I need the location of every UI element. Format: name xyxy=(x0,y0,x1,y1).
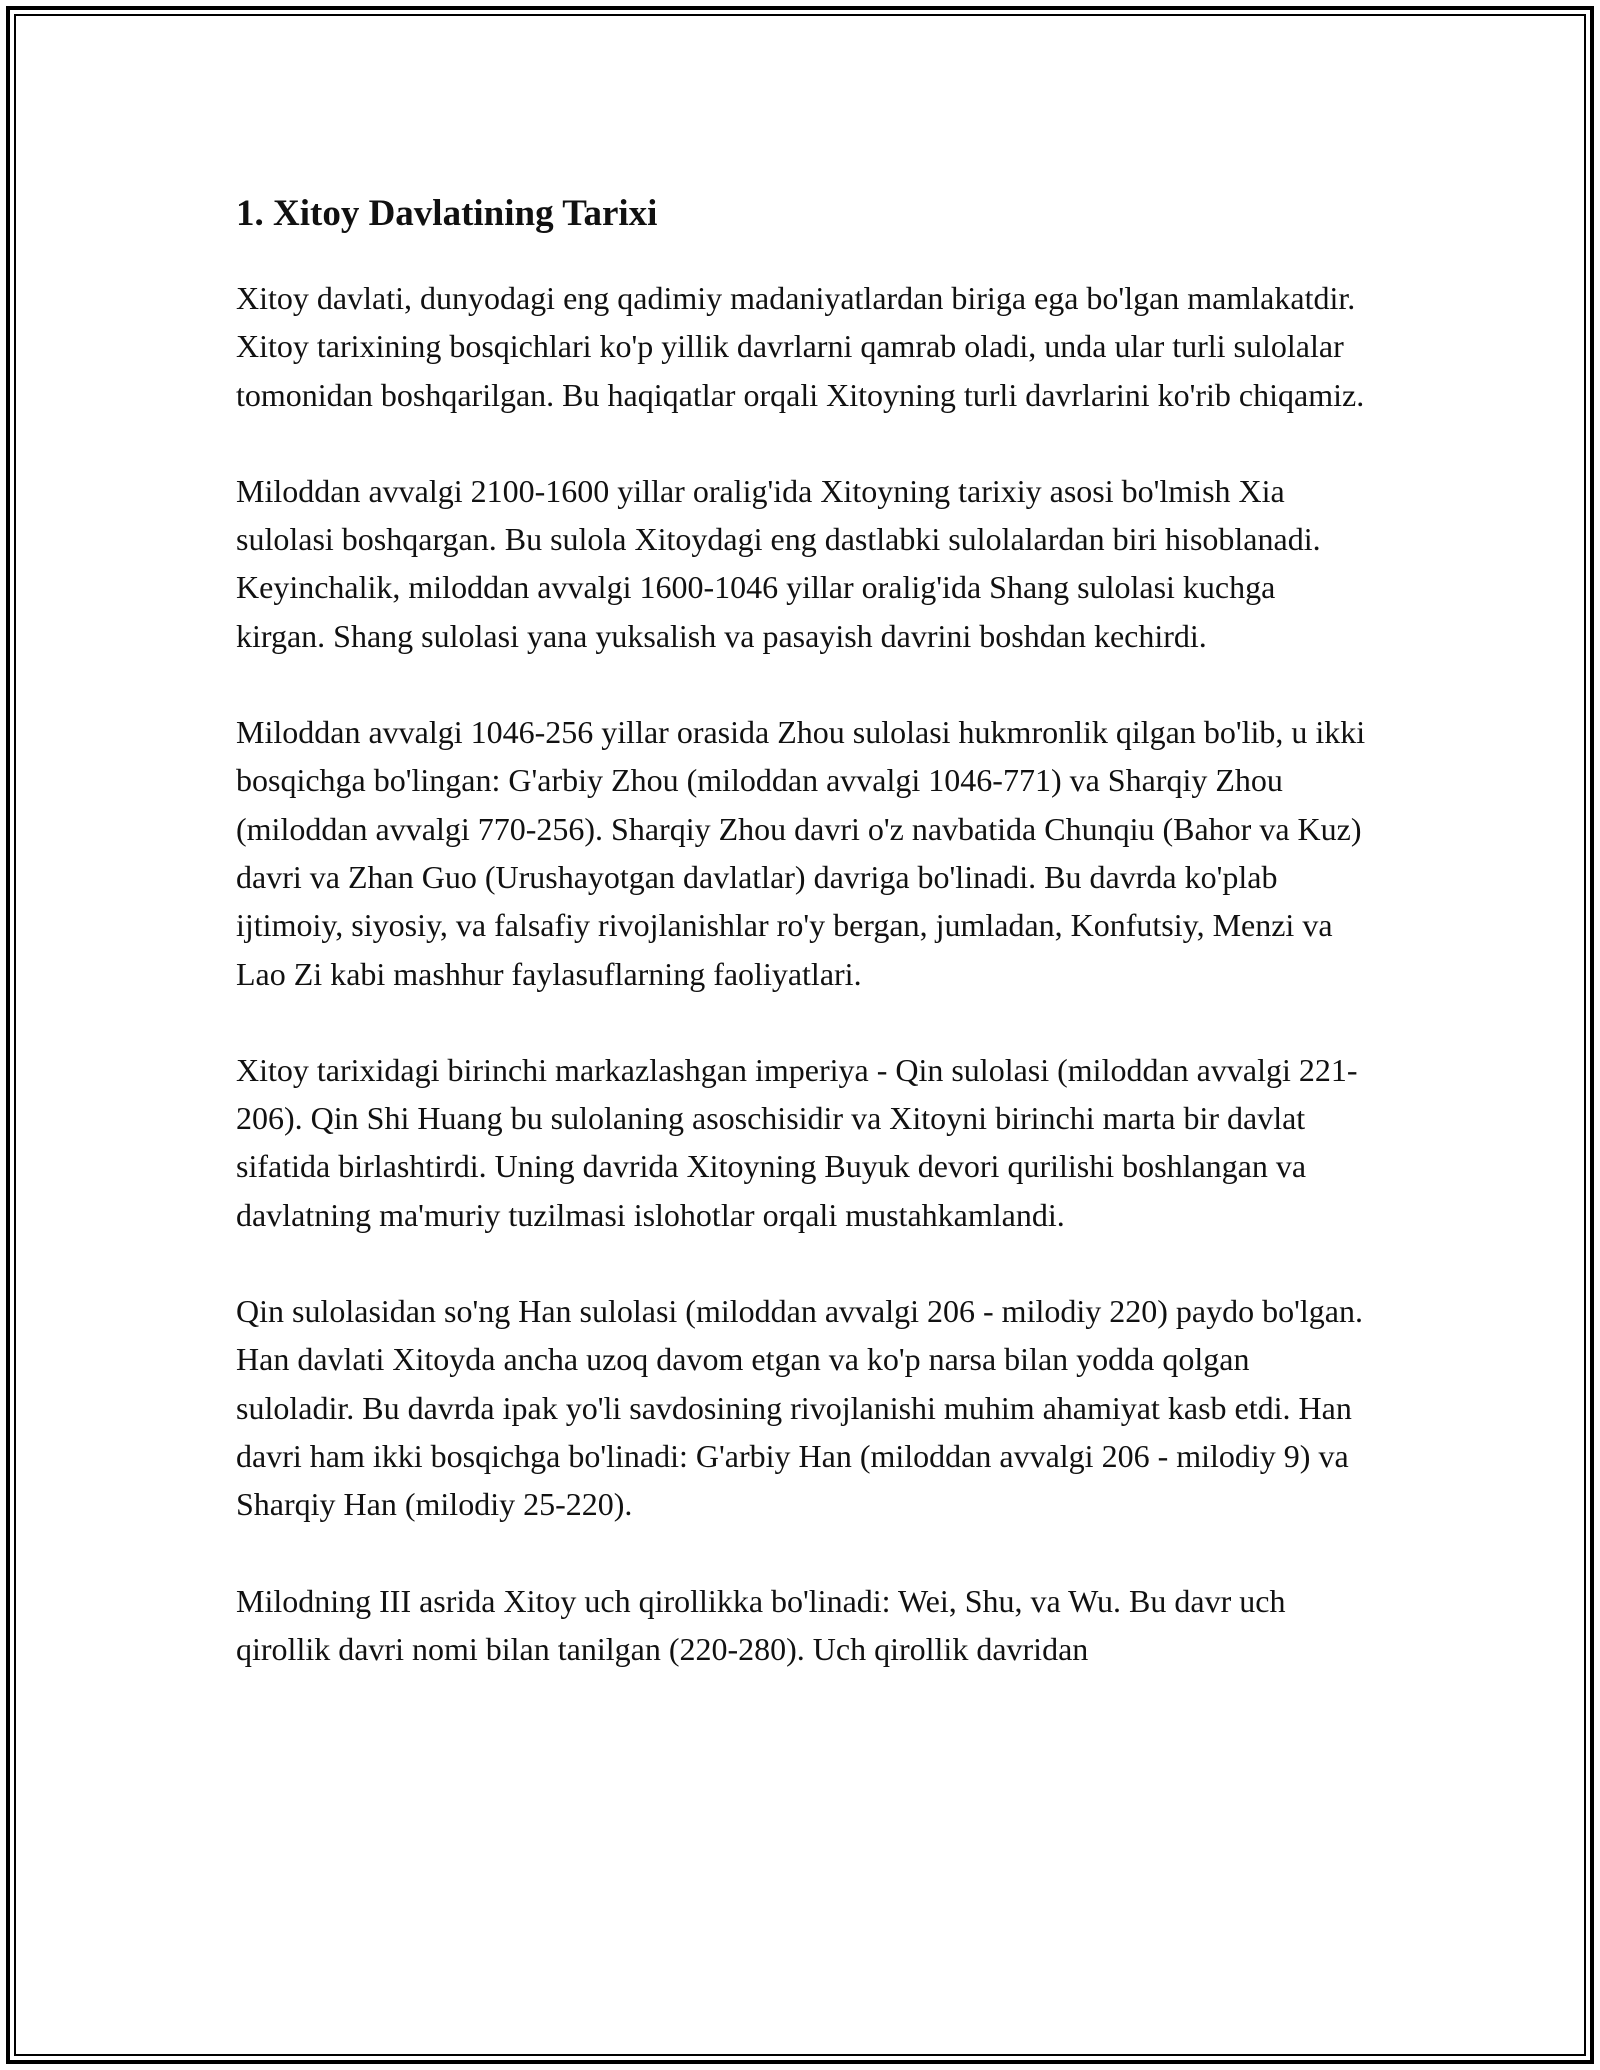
document-title: 1. Xitoy Davlatining Tarixi xyxy=(236,193,658,234)
paragraph-zhou: Miloddan avvalgi 1046-256 yillar orasida Zhou sulolasi hukmronlik qilgan bo'lib, u ikki bosqichga bo'lingan: G'arbiy Zhou (miloddan avvalgi 1046-771) va Sharqiy Zhou (miloddan avvalgi 770-256). Sharqiy Zhou davri o'z navbatida Chunqiu (Bahor va Kuz) davri va Zhan Guo (Urushayotgan davlatlar) davriga bo'linadi. Bu davrda ko'plab ijtimoiy, siyosiy, va falsafiy rivojlanishlar ro'y bergan, jumladan, Konfutsiy, Menzi va Lao Zi kabi mashhur faylasuflarning faoliyatlari. xyxy=(236,714,1366,992)
paragraph-xia-shang: Miloddan avvalgi 2100-1600 yillar oralig'ida Xitoyning tarixiy asosi bo'lmish Xia sulolasi boshqargan. Bu sulola Xitoydagi eng dastlabki sulolalardan biri hisoblanadi. Keyinchalik, miloddan avvalgi 1600-1046 yillar oralig'ida Shang sulolasi kuchga kirgan. Shang sulolasi yana yuksalish va pasayish davrini boshdan kechirdi. xyxy=(236,472,1321,654)
paragraph-han: Qin sulolasidan so'ng Han sulolasi (miloddan avvalgi 206 - milodiy 220) paydo bo'lgan. Han davlati Xitoyda ancha uzoq davom etgan va ko'p narsa bilan yodda qolgan suloladir. Bu davrda ipak yo'li savdosining rivojlanishi muhim ahamiyat kasb etdi. Han davri ham ikki bosqichga bo'linadi: G'arbiy Han (miloddan avvalgi 206 - milodiy 9) va Sharqiy Han (milodiy 25-220). xyxy=(236,1293,1363,1523)
paragraph-qin: Xitoy tarixidagi birinchi markazlashgan imperiya - Qin sulolasi (miloddan avvalgi 221-206). Qin Shi Huang bu sulolaning asoschisidir va Xitoyni birinchi marta bir davlat sifatida birlashtirdi. Uning davrida Xitoyning Buyuk devori qurilishi boshlangan va davlatning ma'muriy tuzilmasi islohotlar orqali mustahkamlandi. xyxy=(236,1051,1358,1233)
document-body xyxy=(236,184,1366,1721)
paragraph-intro: Xitoy davlati, dunyodagi eng qadimiy madaniyatlardan biriga ega bo'lgan mamlakatdir. Xitoy tarixining bosqichlari ko'p yillik davrlarni qamrab oladi, unda ular turli sulolalar tomonidan boshqarilgan. Bu haqiqatlar orqali Xitoyning turli davrlarini ko'rib chiqamiz. xyxy=(236,280,1365,413)
paragraph-three-kingdoms: Milodning III asrida Xitoy uch qirollikka bo'linadi: Wei, Shu, va Wu. Bu davr uch qirollik davri nomi bilan tanilgan (220-280). Uch qirollik davridan xyxy=(236,1582,1286,1667)
